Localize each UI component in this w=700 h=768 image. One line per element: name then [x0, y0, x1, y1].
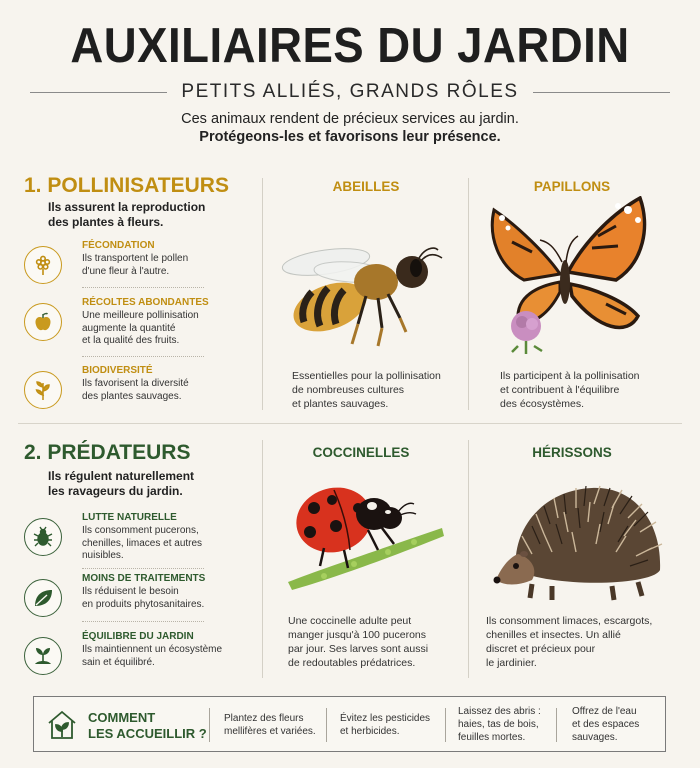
feature-equilibre	[24, 631, 223, 685]
feature-desc-line: chenilles, limaces et autres	[82, 537, 203, 549]
footer-cta	[88, 710, 207, 742]
feature-desc-line: des plantes sauvages.	[82, 390, 182, 402]
tip-item	[572, 705, 639, 744]
feature-moins-traitements	[24, 573, 209, 627]
dotted-divider	[82, 568, 204, 569]
intro-line-1: Ces animaux rendent de précieux services au jardin.	[181, 111, 519, 127]
animal-desc-line: par jour. Ses larves sont aussi	[288, 643, 429, 655]
animal-title-abeilles: ABEILLES	[332, 179, 400, 194]
column-divider	[262, 178, 263, 410]
animal-desc-coccinelles	[288, 614, 428, 670]
tip-line: mellifères et variées.	[224, 726, 316, 737]
feature-desc-line: Ils consomment pucerons,	[82, 525, 199, 536]
hedgehog-illustration	[492, 474, 668, 604]
animal-desc-line: de nombreuses cultures	[292, 384, 405, 396]
animal-desc-herissons	[486, 614, 652, 670]
animal-desc-line: des écosystèmes.	[500, 398, 585, 410]
intro-line-2: Protégeons-les et favorisons leur présence.	[199, 129, 501, 145]
dotted-divider	[82, 287, 204, 288]
section-title-pollinisateurs: 1. POLLINISATEURS	[24, 174, 229, 197]
tip-line: Offrez de l'eau	[572, 706, 637, 717]
feature-desc-line: en produits phytosanitaires.	[82, 598, 205, 610]
plant-icon	[24, 637, 62, 675]
section-desc-line: Ils assurent la reproduction	[48, 200, 206, 214]
feature-desc	[82, 378, 232, 403]
divider	[30, 92, 167, 93]
feature-recoltes	[24, 297, 209, 351]
feature-desc-line: nuisibles.	[82, 550, 124, 561]
tip-line: sauvages.	[572, 732, 618, 743]
animal-desc-line: et contribuent à l'équilibre	[500, 384, 620, 396]
animal-title-papillons: PAPILLONS	[533, 179, 611, 194]
tip-item	[340, 712, 430, 738]
ladybug-illustration	[284, 478, 446, 590]
page-title: AUXILIAIRES DU JARDIN	[70, 19, 630, 73]
section-desc-line: Ils régulent naturellement	[48, 469, 195, 483]
section-desc-line: les ravageurs du jardin.	[48, 484, 183, 498]
feature-desc-line: Ils favorisent la diversité	[82, 378, 189, 389]
feature-desc	[82, 525, 232, 563]
animal-desc-line: Essentielles pour la pollinisation	[292, 370, 441, 382]
animal-title-coccinelles: COCCINELLES	[312, 445, 410, 460]
tip-divider	[445, 708, 446, 742]
animal-desc-line: le jardinier.	[486, 657, 537, 669]
feature-title: LUTTE NATURELLE	[82, 512, 177, 523]
tip-line: et herbicides.	[340, 726, 400, 737]
tip-divider	[209, 708, 210, 742]
animal-desc-line: de redoutables prédatrices.	[288, 657, 416, 669]
tip-item	[224, 712, 316, 738]
animal-desc-line: discret et précieux pour	[486, 643, 596, 655]
animal-desc-line: manger jusqu'à 100 pucerons	[288, 629, 427, 641]
feature-desc	[82, 586, 232, 611]
feature-title: RÉCOLTES ABONDANTES	[82, 297, 209, 308]
subtitle-row	[30, 80, 670, 104]
animal-desc-line: et plantes sauvages.	[292, 398, 389, 410]
feature-desc-line: Ils transportent le pollen	[82, 253, 189, 264]
butterfly-illustration	[488, 196, 658, 356]
tip-line: Plantez des fleurs	[224, 713, 304, 724]
animal-desc-abeilles	[292, 369, 441, 411]
section-divider	[18, 423, 682, 424]
section-title-predateurs: 2. PRÉDATEURS	[24, 441, 191, 464]
tip-line: feuilles mortes.	[458, 732, 526, 743]
sprout-icon	[24, 371, 62, 409]
animal-desc-line: Une coccinelle adulte peut	[288, 615, 412, 627]
feature-lutte-naturelle	[24, 512, 209, 566]
feature-desc-line: Ils réduisent le besoin	[82, 586, 179, 597]
feature-title: MOINS DE TRAITEMENTS	[82, 573, 206, 584]
tip-line: haies, tas de bois,	[458, 719, 539, 730]
feature-biodiversite	[24, 365, 209, 419]
feature-title: ÉQUILIBRE DU JARDIN	[82, 631, 194, 642]
feature-desc-line: augmente la quantité	[82, 322, 176, 334]
feature-title: FÉCONDATION	[82, 240, 155, 251]
feature-desc-line: et la qualité des fruits.	[82, 335, 180, 346]
tip-item	[458, 705, 541, 744]
divider	[533, 92, 670, 93]
animal-title-herissons: HÉRISSONS	[532, 445, 612, 460]
apple-icon	[24, 303, 62, 341]
animal-desc-papillons	[500, 369, 640, 411]
footer-cta-line: COMMENT	[88, 710, 156, 725]
page-subtitle: PETITS ALLIÉS, GRANDS RÔLES	[181, 81, 519, 102]
bug-icon	[24, 518, 62, 556]
flower-icon	[24, 246, 62, 284]
tip-divider	[556, 708, 557, 742]
feature-desc-line: sain et équilibré.	[82, 656, 155, 668]
feature-title: BIODIVERSITÉ	[82, 365, 153, 376]
house-icon	[46, 709, 78, 746]
section-desc-line: des plantes à fleurs.	[48, 215, 164, 229]
dotted-divider	[82, 356, 204, 357]
feature-fecondation	[24, 240, 209, 294]
feature-desc	[82, 644, 232, 669]
animal-desc-line: Ils participent à la pollinisation	[500, 370, 640, 382]
dotted-divider	[82, 621, 204, 622]
feature-desc	[82, 253, 232, 278]
feature-desc-line: d'une fleur à l'autre.	[82, 265, 170, 277]
tip-divider	[326, 708, 327, 742]
column-divider	[468, 440, 469, 678]
section-desc	[48, 200, 205, 230]
feature-desc-line: Une meilleure pollinisation	[82, 310, 199, 321]
tip-line: Laissez des abris :	[458, 706, 541, 717]
animal-desc-line: Ils consomment limaces, escargots,	[486, 615, 653, 627]
feature-desc-line: Ils maintiennent un écosystème	[82, 644, 223, 655]
bee-illustration	[278, 232, 450, 352]
section-desc	[48, 469, 194, 499]
column-divider	[262, 440, 263, 678]
footer-tips-box	[33, 696, 666, 752]
tip-line: et des espaces	[572, 719, 640, 730]
footer-cta-line: LES ACCUEILLIR ?	[88, 726, 207, 741]
column-divider	[468, 178, 469, 410]
tip-line: Évitez les pesticides	[340, 713, 431, 724]
leaf-icon	[24, 579, 62, 617]
feature-desc	[82, 310, 232, 348]
animal-desc-line: chenilles et insectes. Un allié	[486, 629, 621, 641]
